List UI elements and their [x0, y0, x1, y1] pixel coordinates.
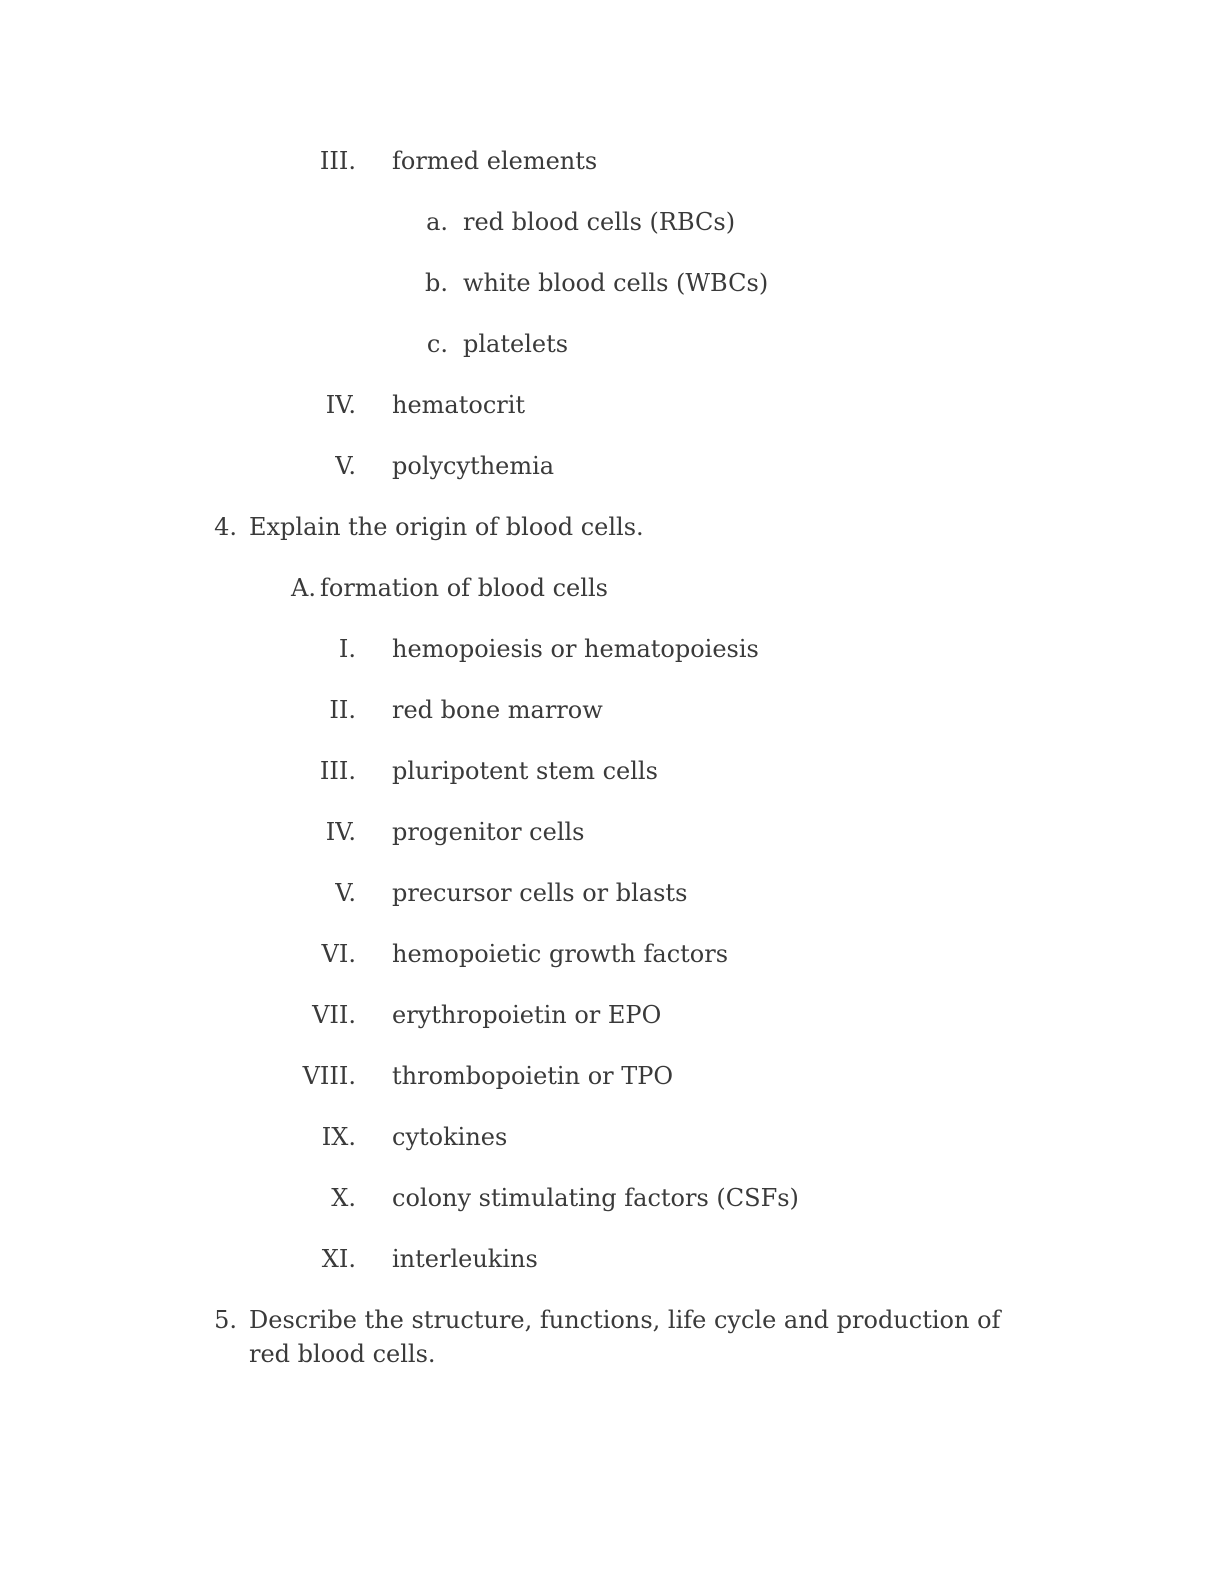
- objective-number: 4.: [214, 513, 237, 541]
- item-text: polycythemia: [392, 452, 555, 480]
- outline-item: [0, 632, 1224, 666]
- objective-5: [0, 1303, 1224, 1337]
- objective-4: [0, 510, 1224, 544]
- outline-item: [0, 693, 1224, 727]
- objective-text-line-1: Describe the structure, functions, life cycle and production of: [249, 1306, 1001, 1334]
- sub-item-rbc: [0, 205, 1224, 239]
- outline-item-polycythemia: [0, 449, 1224, 483]
- item-text: hemopoietic growth factors: [392, 940, 729, 968]
- outline-item: [0, 876, 1224, 910]
- outline-item: [0, 815, 1224, 849]
- item-text: progenitor cells: [392, 818, 585, 846]
- roman-numeral: VI.: [321, 940, 356, 968]
- roman-numeral: I.: [338, 635, 356, 663]
- outline-item-hematocrit: [0, 388, 1224, 422]
- roman-numeral: IX.: [321, 1123, 356, 1151]
- item-text: red blood cells (RBCs): [463, 208, 736, 236]
- item-text: thrombopoietin or TPO: [392, 1062, 674, 1090]
- sub-item-platelets: [0, 327, 1224, 361]
- sub-item-wbc: [0, 266, 1224, 300]
- outline-item: [0, 1181, 1224, 1215]
- item-text: white blood cells (WBCs): [463, 269, 769, 297]
- outline-item: [0, 754, 1224, 788]
- letter-marker: A.: [291, 574, 316, 602]
- roman-numeral: VIII.: [302, 1062, 356, 1090]
- roman-numeral: IV.: [325, 391, 356, 419]
- objective-text-line-2: red blood cells.: [249, 1340, 436, 1368]
- item-text: red bone marrow: [392, 696, 603, 724]
- roman-numeral: X.: [331, 1184, 356, 1212]
- roman-numeral: XI.: [321, 1245, 356, 1273]
- roman-numeral: V.: [335, 879, 356, 907]
- item-text: colony stimulating factors (CSFs): [392, 1184, 799, 1212]
- letter-marker: a.: [426, 208, 448, 236]
- roman-numeral: V.: [335, 452, 356, 480]
- item-text: formation of blood cells: [320, 574, 608, 602]
- letter-marker: c.: [426, 330, 448, 358]
- roman-numeral: III.: [319, 757, 356, 785]
- objective-text: Explain the origin of blood cells.: [249, 513, 644, 541]
- objective-5-continuation: [0, 1337, 1224, 1371]
- item-text: pluripotent stem cells: [392, 757, 658, 785]
- item-text: cytokines: [392, 1123, 508, 1151]
- roman-numeral: VII.: [312, 1001, 356, 1029]
- outline-item: [0, 1120, 1224, 1154]
- item-text: platelets: [463, 330, 569, 358]
- item-text: precursor cells or blasts: [392, 879, 688, 907]
- objective-number: 5.: [214, 1306, 237, 1334]
- item-text: hemopoiesis or hematopoiesis: [392, 635, 759, 663]
- outline-item: [0, 998, 1224, 1032]
- roman-numeral: II.: [329, 696, 356, 724]
- outline-item: [0, 1059, 1224, 1093]
- outline-item: [0, 1242, 1224, 1276]
- outline-item: [0, 937, 1224, 971]
- roman-numeral: III.: [319, 147, 356, 175]
- item-text: interleukins: [392, 1245, 538, 1273]
- roman-numeral: IV.: [325, 818, 356, 846]
- outline-item-formation: [0, 571, 1224, 605]
- letter-marker: b.: [425, 269, 448, 297]
- item-text: formed elements: [392, 147, 598, 175]
- outline-item-formed-elements: [0, 144, 1224, 178]
- item-text: hematocrit: [392, 391, 526, 419]
- item-text: erythropoietin or EPO: [392, 1001, 662, 1029]
